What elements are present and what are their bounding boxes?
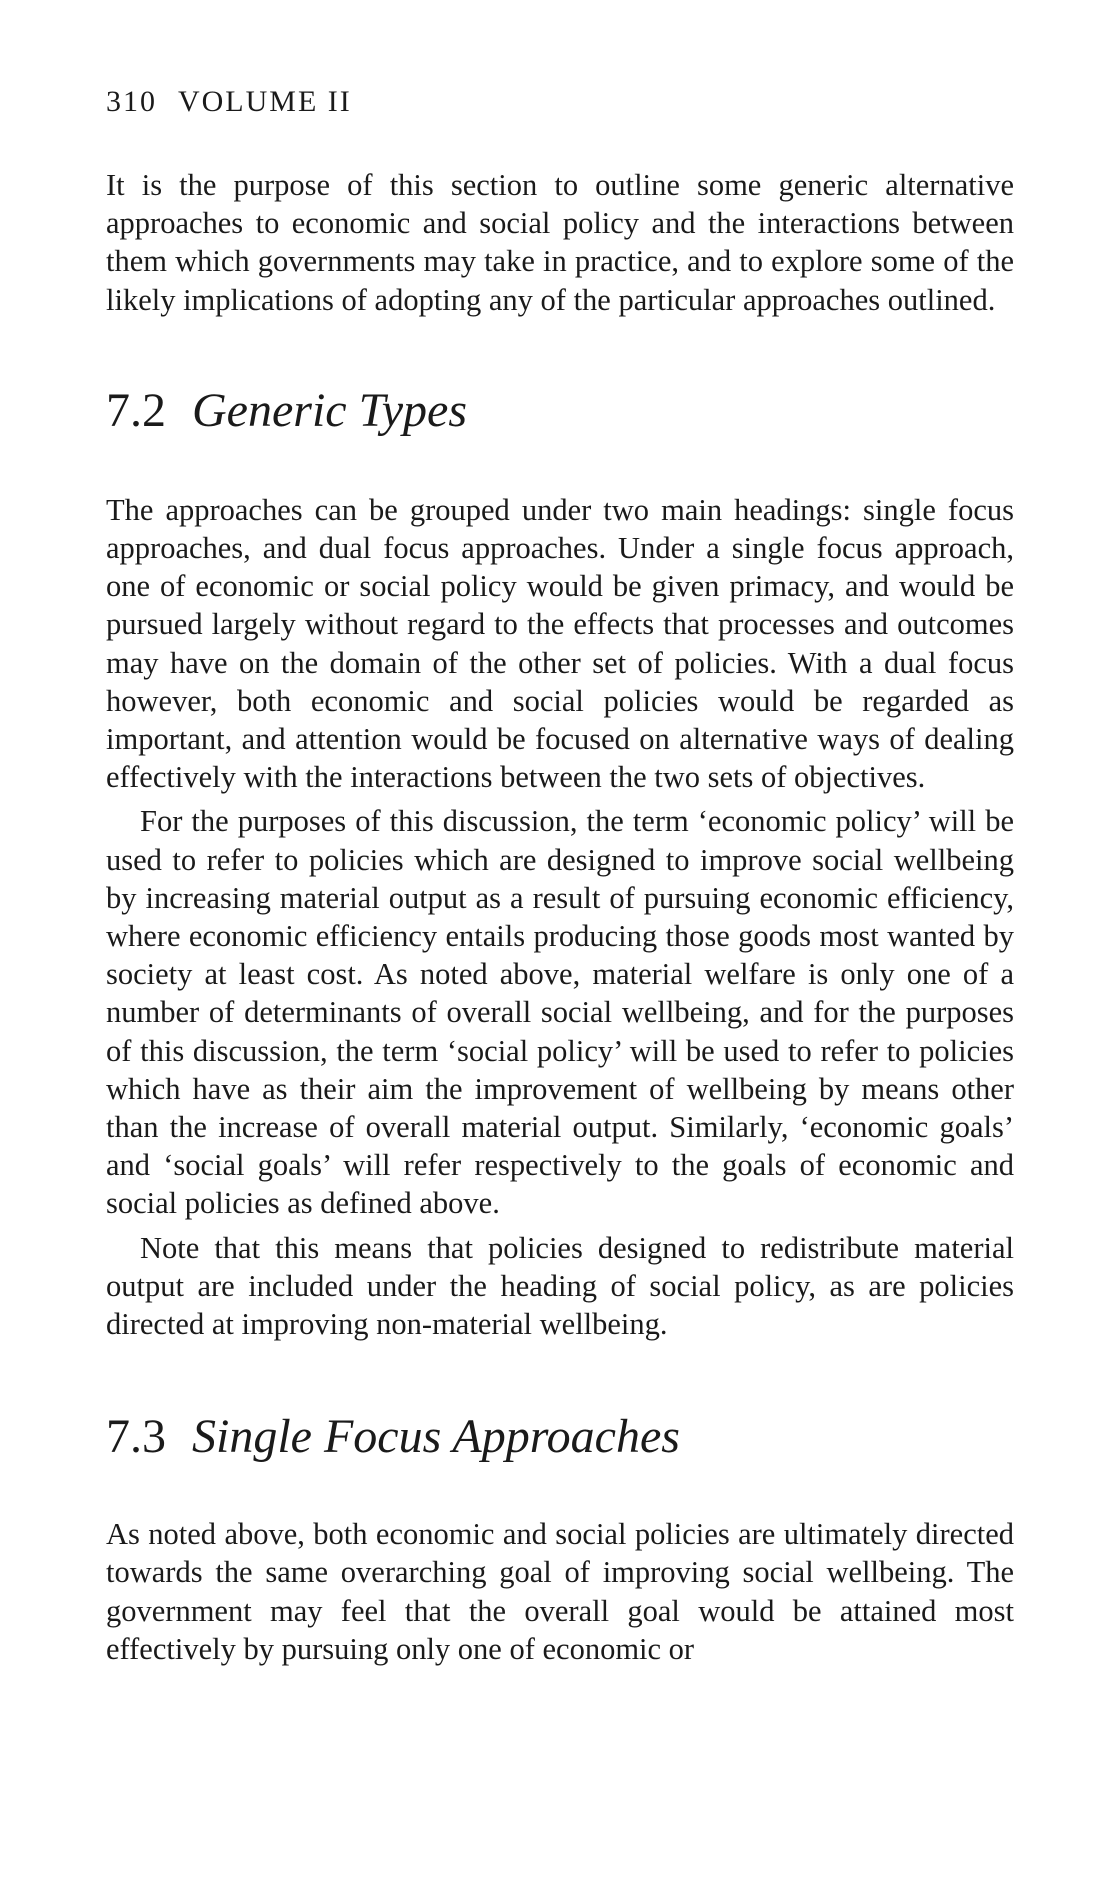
section-heading-7-2 xyxy=(106,383,1014,439)
section-title: Single Focus Approaches xyxy=(192,1410,680,1464)
volume-label: VOLUME II xyxy=(177,85,352,118)
page-number: 310 xyxy=(106,85,157,118)
section-number: 7.2 xyxy=(106,383,166,437)
section-heading-7-3 xyxy=(106,1409,1014,1465)
body-paragraph: For the purposes of this discussion, the term ‘economic policy’ will be used to refer to policies which are designed to improve social wellbeing by increasing material output as a result of pursuing economic efficiency, where economic efficiency entails producing those goods most wanted by society at least cost. As noted above, material welfare is only one of a number of determinants of overall social wellbeing, and for the purposes of this discussion, the term ‘social policy’ will be used to refer to policies which have as their aim the improvement of wellbeing by means other than the increase of overall material output. Similarly, ‘economic goals’ and ‘social goals’ will refer respectively to the goals of economic and social policies as defined above. xyxy=(106,804,1014,1221)
body-paragraph: The approaches can be grouped under two main headings: single focus approaches, and dual focus approaches. Under a single focus approach, one of economic or social policy would be given primacy, and would be pursued largely without regard to the effects that processes and outcomes may have on the domain of the other set of policies. With a dual focus however, both economic and social policies would be regarded as important, and attention would be focused on alternative ways of dealing effectively with the interactions between the two sets of objectives. xyxy=(106,492,1014,795)
section-number: 7.3 xyxy=(106,1410,166,1464)
section-title: Generic Types xyxy=(192,383,468,437)
body-paragraph: Note that this means that policies designed to redistribute material output are included under the heading of social policy, as are policies directed at improving non-material wellbeing. xyxy=(106,1230,1014,1342)
book-page xyxy=(106,84,1014,1668)
running-head xyxy=(106,84,1014,120)
intro-paragraph: It is the purpose of this section to outline some generic alternative approaches to economic and social policy and the interactions between them which governments may take in practice, and to explore some of the likely implications of adopting any of the particular approaches outlined. xyxy=(106,168,1014,317)
body-paragraph: As noted above, both economic and social policies are ultimately directed towards the same overarching goal of improving social wellbeing. The government may feel that the overall goal would be attained most effectively by pursuing only one of economic or xyxy=(106,1517,1014,1666)
